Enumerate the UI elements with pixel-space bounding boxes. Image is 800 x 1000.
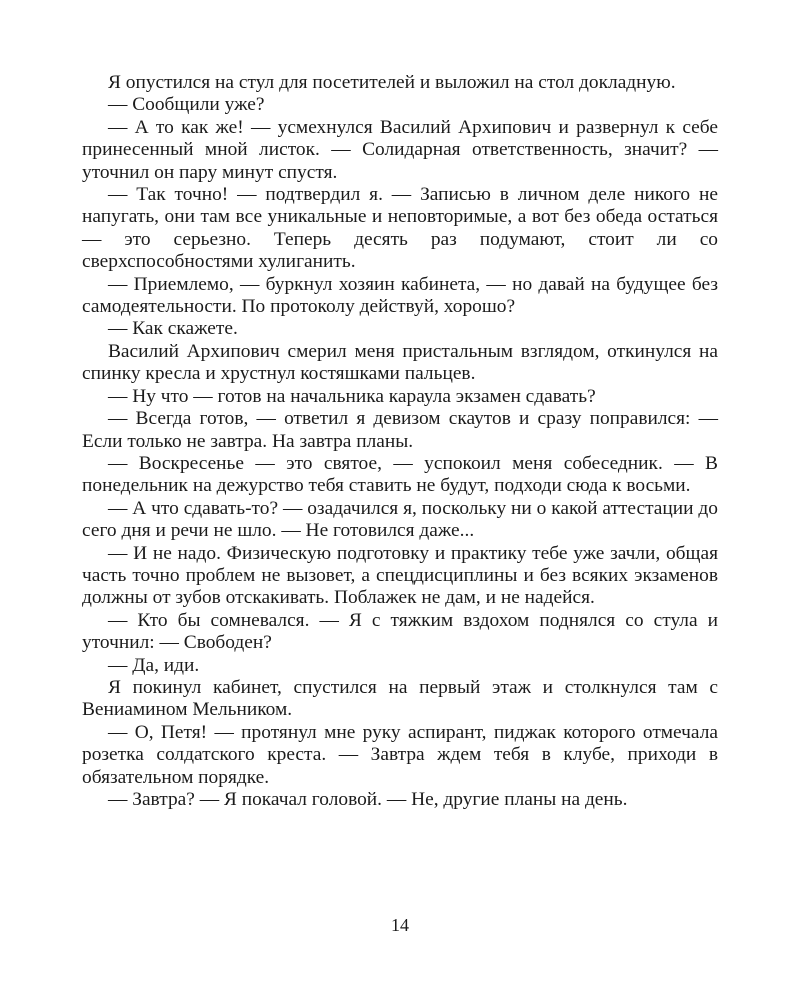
paragraph: — И не надо. Физическую подготовку и практику тебе уже зачли, общая часть точно проблем не вызовет, а спецдисциплины и без всяких экзаменов должны от зубов отскакивать. Поблажек не дам, и не надейся. (82, 542, 718, 609)
paragraph: — А то как же! — усмехнулся Василий Архипович и развернул к себе принесенный мной листок. — Солидарная ответственность, значит? — уточнил он пару минут спустя. (82, 116, 718, 183)
paragraph: Я опустился на стул для посетителей и выложил на стол докладную. (108, 72, 676, 93)
paragraph: — Сообщили уже? (108, 94, 265, 116)
paragraph: — Приемлемо, — буркнул хозяин кабинета, — но давай на будущее без самодеятельности. По протоколу действуй, хорошо? (82, 273, 718, 318)
paragraph: — А что сдавать-то? — озадачился я, поскольку ни о какой аттестации до сего дня и речи не шло. — Не готовился даже... (82, 497, 718, 542)
paragraph: — Да, иди. (108, 654, 200, 676)
paragraph: — Всегда готов, — ответил я девизом скаутов и сразу поправился: — Если только не завтра. На завтра планы. (82, 408, 718, 452)
page-number: 14 (391, 915, 409, 935)
paragraph: — Как скажете. (108, 318, 238, 340)
paragraph: — Завтра? — Я покачал головой. — Не, другие планы на день. (108, 789, 628, 810)
paragraph: — Воскресенье — это святое, — успокоил меня собеседник. — В понедельник на дежурство тебя ставить не будут, подходи сюда к восьми. (82, 452, 718, 497)
paragraph: — О, Петя! — протянул мне руку аспирант, пиджак которого отмечала розетка солдатского креста. — Завтра ждем тебя в клубе, приходи в обязательном порядке. (82, 721, 718, 788)
paragraph: Василий Архипович смерил меня пристальным взглядом, откинулся на спинку кресла и хрустнул костяшками пальцев. (82, 340, 718, 385)
paragraph: Я покинул кабинет, спустился на первый этаж и столкнулся там с Вениамином Мельником. (82, 676, 718, 721)
page-body (82, 72, 718, 811)
paragraph: — Ну что — готов на начальника караула экзамен сдавать? (108, 385, 596, 407)
paragraph: — Кто бы сомневался. — Я с тяжким вздохом поднялся со стула и уточнил: — Свободен? (82, 609, 718, 654)
paragraph: — Так точно! — подтвердил я. — Записью в личном деле никого не напугать, они там все уникальные и неповторимые, а вот без обеда остаться — это серьезно. Теперь десять раз подумают, стоит ли со сверхспособностями хулиганить. (82, 184, 718, 273)
